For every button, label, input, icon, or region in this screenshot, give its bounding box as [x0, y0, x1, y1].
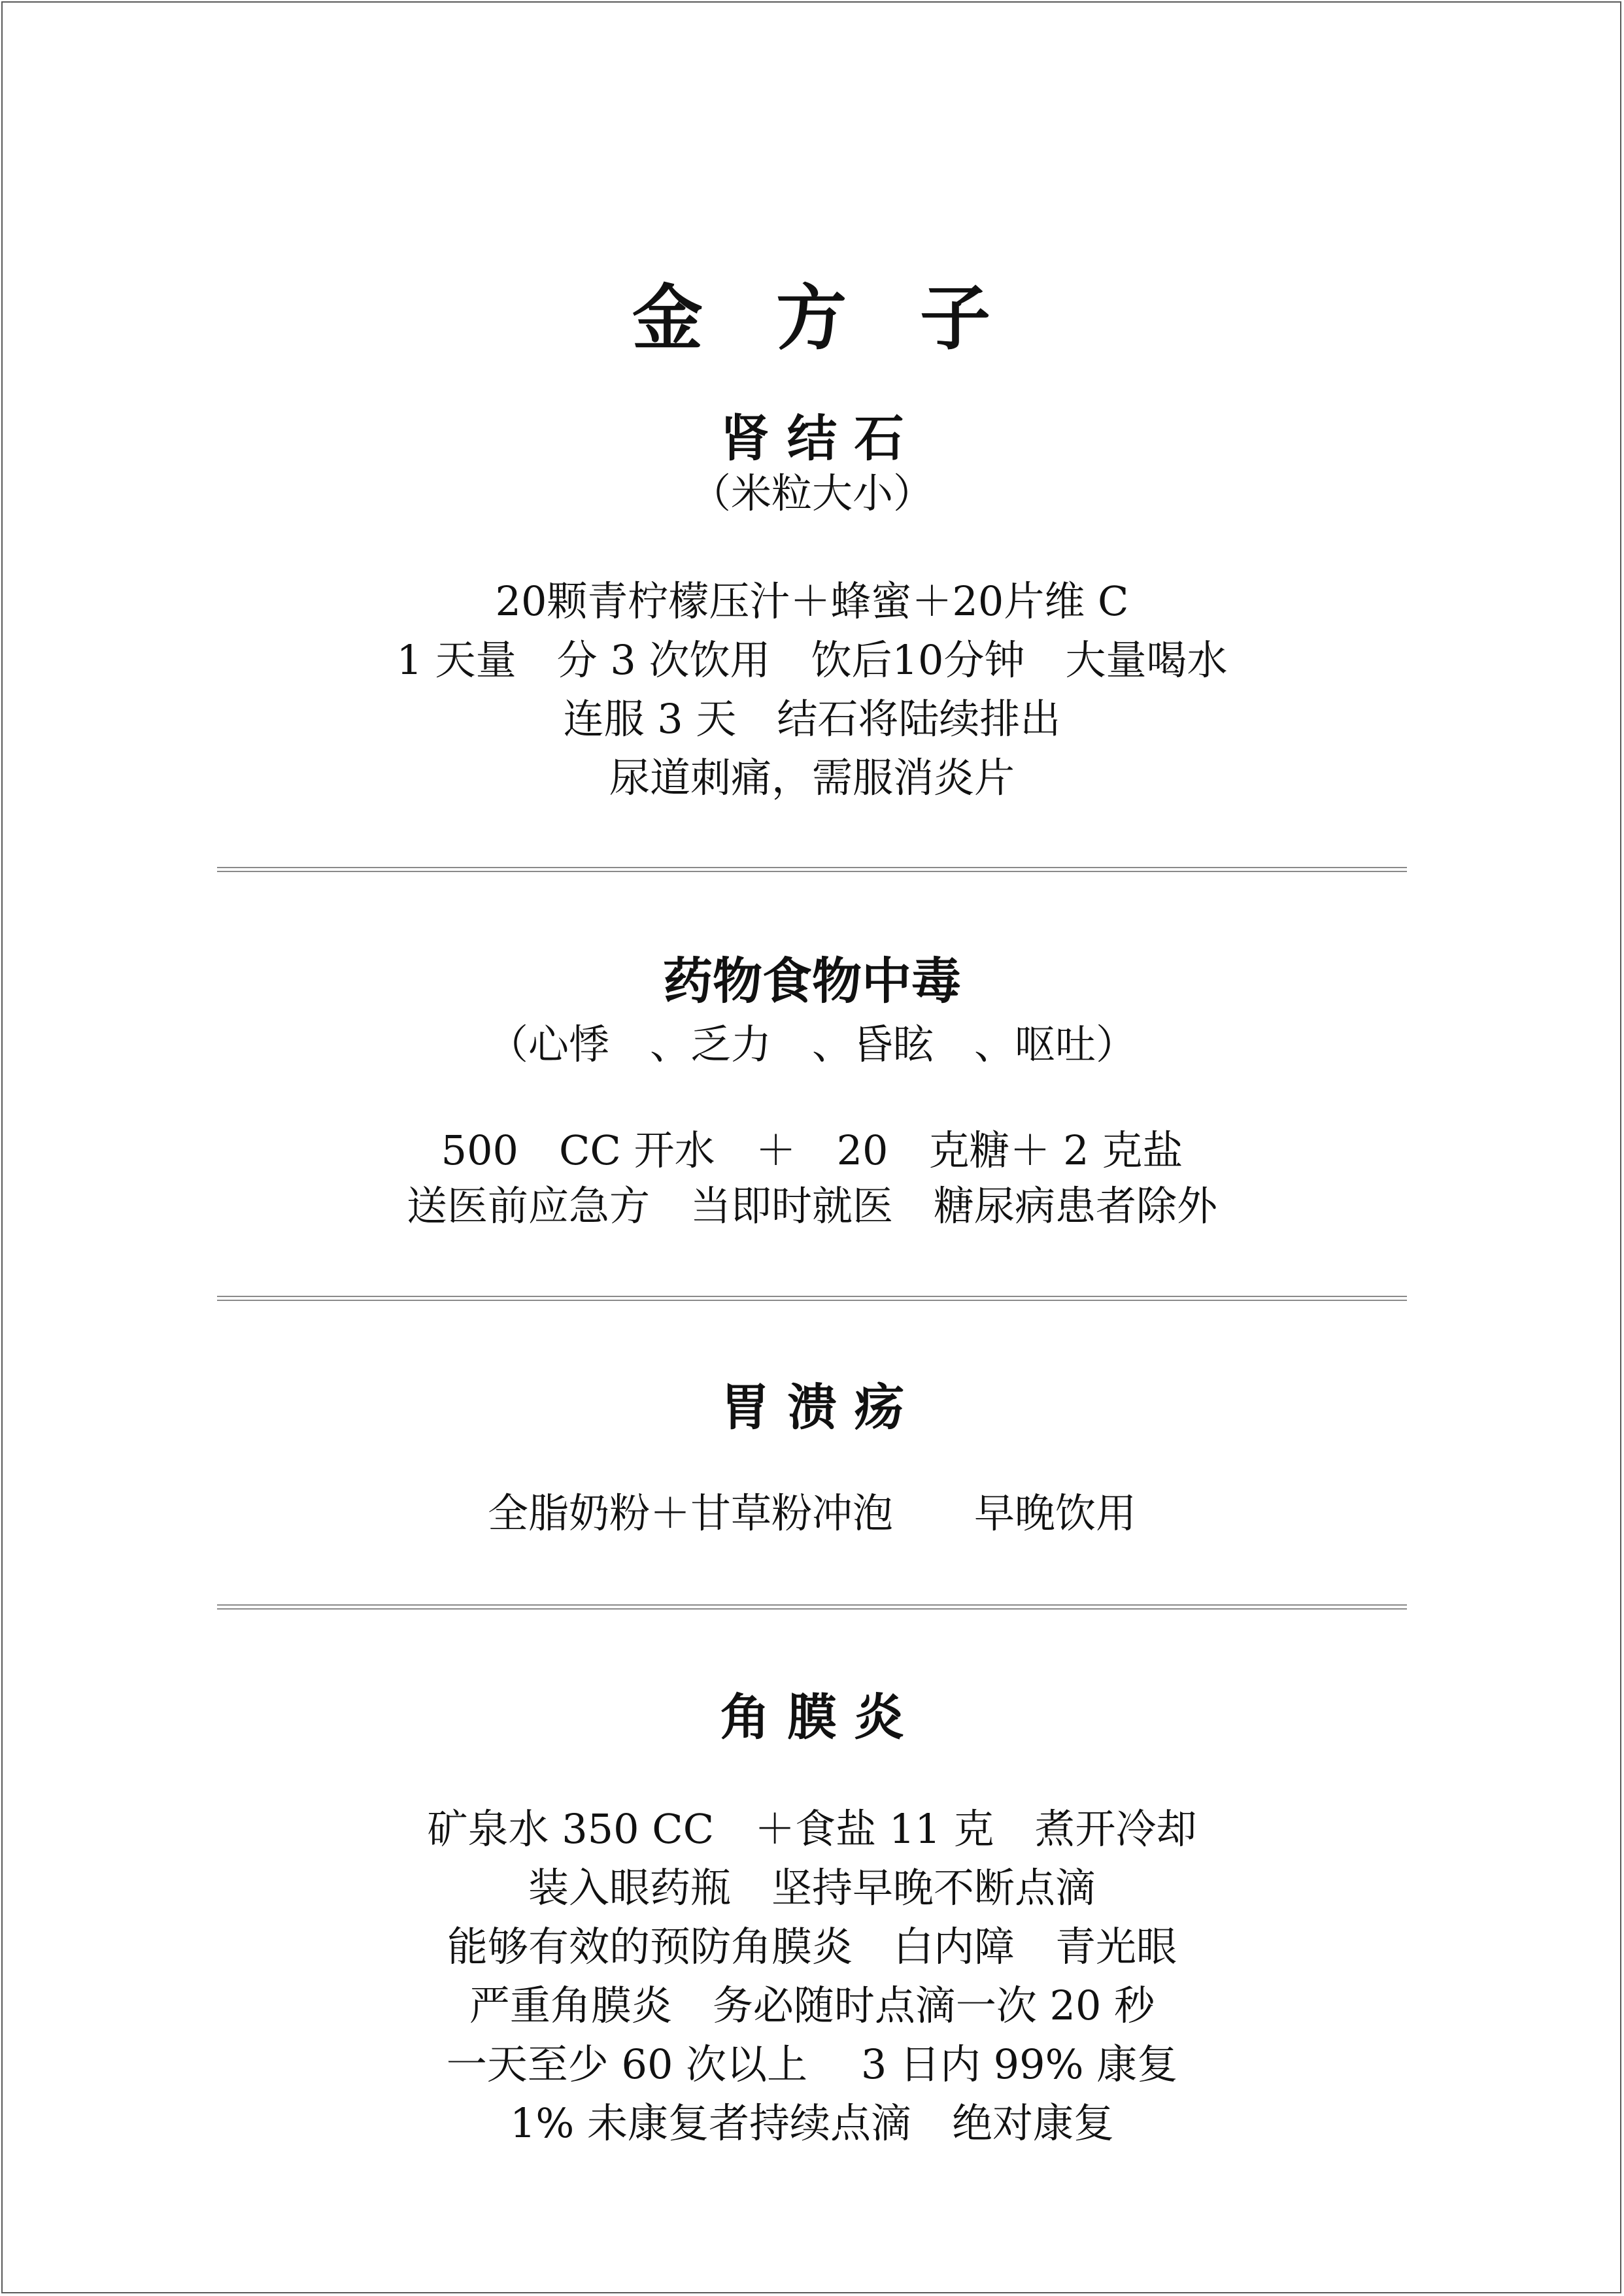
- section-heading-kidney-stones: 肾 结 石: [720, 409, 904, 467]
- remedy-line: 500 CC 开水 ＋ 20 克糖＋ 2 克盐: [441, 1126, 1183, 1174]
- remedy-line: 连服 3 天 结石将陆续排出: [563, 695, 1061, 743]
- section-subheading-kidney-stones: （米粒大小）: [690, 469, 934, 517]
- remedy-line: 1 天量 分 3 次饮用 饮后10分钟 大量喝水: [396, 636, 1228, 684]
- section-subheading-poisoning: （心悸 、乏力 、昏眩 、呕吐）: [487, 1021, 1136, 1068]
- section-heading-poisoning: 药物食物中毒: [663, 952, 961, 1010]
- remedy-line: 严重角膜炎 务必随时点滴一次 20 秒: [469, 1982, 1155, 2029]
- remedy-line: 能够有效的预防角膜炎 白内障 青光眼: [447, 1923, 1177, 1970]
- section-divider: [217, 1604, 1407, 1610]
- remedy-line: 装入眼药瓶 坚持早晚不断点滴: [528, 1864, 1096, 1912]
- section-heading-stomach-ulcer: 胃 溃 疡: [720, 1378, 904, 1436]
- remedy-line: 一天至少 60 次以上 3 日内 99% 康复: [446, 2040, 1178, 2088]
- remedy-line: 尿道刺痛，需服消炎片: [609, 754, 1015, 802]
- remedy-line: 全脂奶粉＋甘草粉冲泡 早晚饮用: [487, 1489, 1136, 1537]
- remedy-line: 送医前应急方 当即时就医 糖尿病患者除外: [406, 1182, 1217, 1230]
- page-title: 金 方 子: [632, 277, 992, 360]
- section-divider: [217, 1296, 1407, 1301]
- remedy-line: 1% 未康复者持续点滴 绝对康复: [509, 2099, 1115, 2147]
- section-heading-keratitis: 角 膜 炎: [720, 1688, 904, 1746]
- remedy-line: 矿泉水 350 CC ＋食盐 11 克 煮开冷却: [427, 1805, 1197, 1853]
- remedy-line: 20颗青柠檬压汁＋蜂蜜＋20片维 C: [495, 577, 1129, 625]
- section-divider: [217, 867, 1407, 872]
